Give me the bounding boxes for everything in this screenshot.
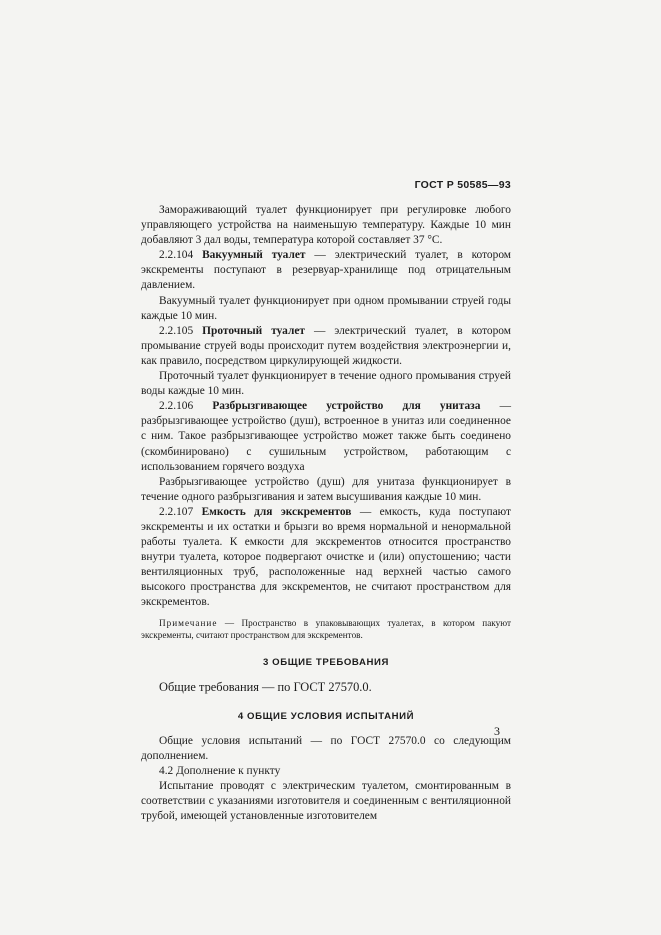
paragraph-text: Разбрызгивающее устройство (душ) для унитаза функционирует в течение одного разбрызгивания и затем высушивания каждые 10 мин. — [141, 475, 511, 503]
section-3-text: Общие требования — по ГОСТ 27570.0. — [159, 679, 372, 694]
term-number: 2.2.106 — [159, 400, 194, 413]
term-name: Емкость для экскрементов — [201, 505, 352, 518]
term-definition: — электрический туалет, в котором промывание струей воды происходит путем воздействия электроэнергии и, как правило, посредством циркулирующей жидкости. — [141, 324, 511, 367]
paragraph-spray-device — [141, 475, 511, 505]
section-4-text-3: Испытание проводят с электрическим туалетом, смонтированным в соответствии с указаниями изготовителя и соединенным с вентиляционной трубой, имеющей установленные изготовителем — [141, 780, 511, 823]
term-number: 2.2.104 — [159, 249, 194, 262]
term-number: 2.2.107 — [159, 505, 194, 518]
note-label: Примечание — [159, 617, 218, 628]
note — [141, 617, 511, 641]
paragraph-freezing-toilet — [141, 203, 511, 248]
paragraph-flow-toilet — [141, 369, 511, 399]
section-4-title: 4 ОБЩИЕ УСЛОВИЯ ИСПЫТАНИЙ — [237, 710, 415, 722]
paragraph-vacuum-toilet — [141, 294, 511, 324]
section-4-text-2: 4.2 Дополнение к пункту — [159, 765, 281, 777]
term-definition: — емкость, куда поступают экскременты и их остатки и брызги во время нормальной и ненормальной работы туалета. К емкости для экскрементов относится пространство внутри туалета, которое подвергают очистке и (или) опустошению; части вентиляционных труб, расположенные над верхней частью самого высокого пространства для экскрементов, не считают пространством для экскрементов. — [141, 505, 511, 609]
paragraph-text: Замораживающий туалет функционирует при регулировке любого управляющего устройства на наименьшую температуру. Каждые 10 мин добавляют 3 дал воды, температура которой составляет 37 °С. — [141, 204, 511, 247]
term-name: Разбрызгивающее устройство для унитаза — [212, 400, 481, 413]
section-3-title: 3 ОБЩИЕ ТРЕБОВАНИЯ — [262, 656, 389, 668]
paragraph-text: Проточный туалет функционирует в течение одного промывания струей воды каждые 10 мин. — [141, 370, 511, 398]
term-2-2-107 — [141, 505, 511, 611]
section-4-text-1: Общие условия испытаний — по ГОСТ 27570.0 со следующим дополнением. — [141, 734, 511, 762]
page-number: 3 — [494, 724, 500, 738]
term-2-2-105 — [141, 324, 511, 369]
term-2-2-106 — [141, 399, 511, 474]
term-name: Вакуумный туалет — [202, 249, 306, 262]
term-name: Проточный туалет — [202, 324, 306, 337]
term-definition: — разбрызгивающее устройство (душ), встроенное в унитаз или соединенное с ним. Такое разбрызгивающее устройство может также быть соединено (скомбинировано) с сушильным устройством, работающим с использованием горячего воздуха — [141, 400, 511, 473]
note-text: — Пространство в упаковывающих туалетах, в котором пакуют экскременты, считают пространством для экскрементов. — [141, 617, 511, 640]
paragraph-text: Вакуумный туалет функционирует при одном промывании струей годы каждые 10 мин. — [141, 294, 511, 322]
term-number: 2.2.105 — [159, 324, 194, 337]
document-header: ГОСТ Р 50585—93 — [414, 179, 511, 191]
term-2-2-104 — [141, 248, 511, 293]
document-body — [141, 203, 511, 824]
term-definition: — электрический туалет, в котором экскременты поступают в резервуар-хранилище под отрицательным давлением. — [141, 249, 512, 292]
